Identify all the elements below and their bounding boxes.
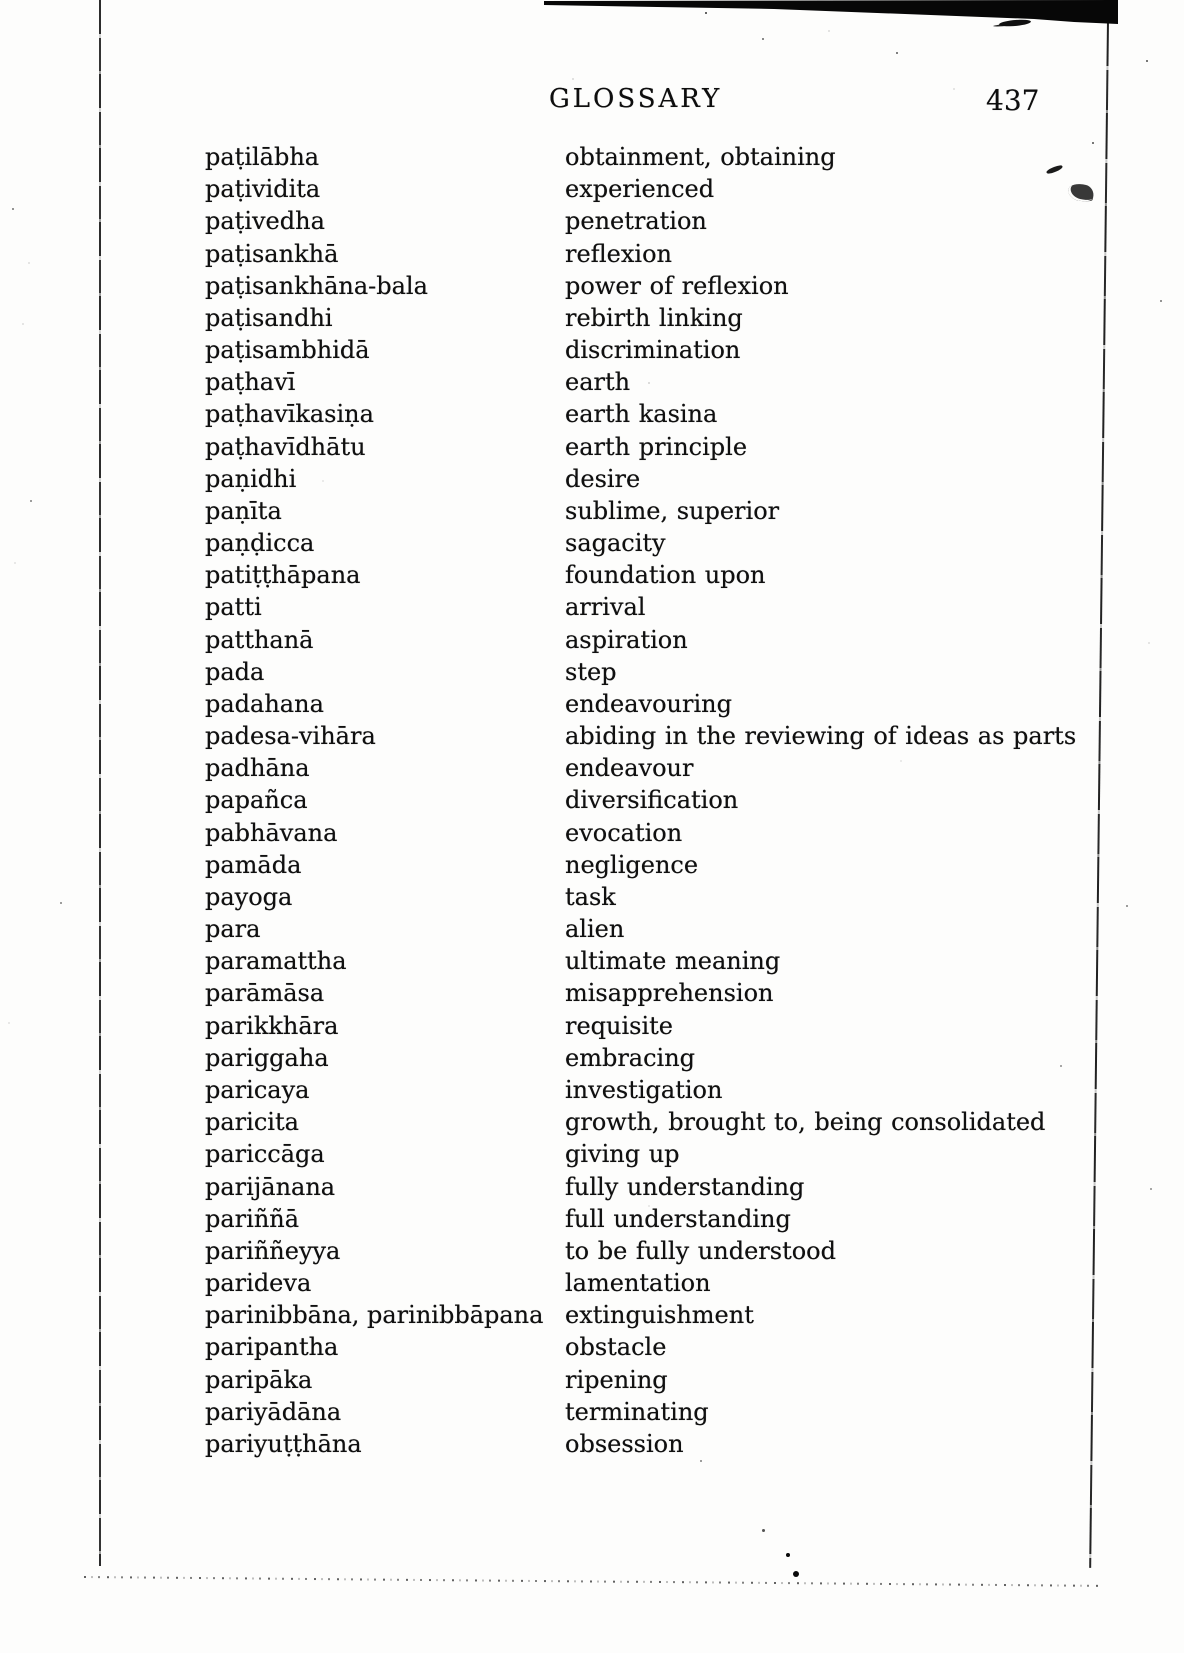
term-text: parideva <box>205 1269 312 1298</box>
definition-text: fully understanding <box>565 1172 805 1201</box>
definition-text: abiding in the reviewing of ideas as parts <box>565 722 1077 751</box>
glossary-row <box>205 656 1145 688</box>
term-text: paṭisandhi <box>205 303 333 332</box>
term-text: pada <box>205 657 265 686</box>
glossary-row <box>205 1235 1145 1267</box>
term-text: paṭivedha <box>205 207 325 236</box>
term-text: pariccāga <box>205 1140 325 1169</box>
definition-text: task <box>565 882 616 911</box>
glossary-row <box>205 302 1145 334</box>
glossary-row <box>205 881 1145 913</box>
glossary-row <box>205 784 1145 816</box>
glossary-row <box>205 431 1145 463</box>
glossary-row <box>205 1203 1145 1235</box>
definition-text: power of reflexion <box>565 271 789 300</box>
glossary-row <box>205 270 1145 302</box>
term-text: padesa-vihāra <box>205 722 376 751</box>
term-text: paṇidhi <box>205 464 297 493</box>
glossary-row <box>205 495 1145 527</box>
scan-noise <box>0 0 2 2</box>
definition-text: sublime, superior <box>565 496 780 525</box>
definition-text: obtainment, obtaining <box>565 143 836 171</box>
scan-speck <box>762 1529 765 1532</box>
glossary-row <box>205 1331 1145 1363</box>
glossary-row <box>205 624 1145 656</box>
definition-text: sagacity <box>565 529 666 558</box>
glossary-row <box>205 1364 1145 1396</box>
scan-speck <box>786 1553 790 1557</box>
glossary-row <box>205 591 1145 623</box>
definition-text: extinguishment <box>565 1301 754 1330</box>
glossary-row <box>205 752 1145 784</box>
definition-text: earth kasina <box>565 400 718 429</box>
term-text: paripāka <box>205 1365 313 1394</box>
glossary-row <box>205 1010 1145 1042</box>
definition-text: obsession <box>565 1429 684 1458</box>
definition-text: evocation <box>565 818 683 847</box>
glossary-row <box>205 688 1145 720</box>
definition-text: step <box>565 657 617 686</box>
definition-text: ripening <box>565 1365 668 1394</box>
glossary-row <box>205 720 1145 752</box>
term-text: paṇḍicca <box>205 529 315 558</box>
term-text: patiṭṭhāpana <box>205 561 361 590</box>
term-text: pariññeyya <box>205 1236 341 1265</box>
definition-text: experienced <box>565 175 715 204</box>
term-text: paricaya <box>205 1075 310 1104</box>
term-text: paṭhavīkasiṇa <box>205 400 374 429</box>
term-text: paricita <box>205 1108 299 1137</box>
glossary-row <box>205 945 1145 977</box>
glossary-row <box>205 1396 1145 1428</box>
definition-text: desire <box>565 464 641 493</box>
definition-text: investigation <box>565 1075 723 1104</box>
definition-text: endeavouring <box>565 689 732 718</box>
definition-text: aspiration <box>565 625 688 654</box>
glossary-row <box>205 1428 1145 1460</box>
glossary-row <box>205 977 1145 1009</box>
glossary-row <box>205 205 1145 237</box>
term-text: pariyādāna <box>205 1397 342 1426</box>
definition-text: lamentation <box>565 1269 711 1298</box>
page-number: 437 <box>986 84 1040 117</box>
glossary-row <box>205 1106 1145 1138</box>
bottom-dotted-line <box>84 1576 1100 1587</box>
definition-text: to be fully understood <box>565 1236 836 1265</box>
definition-text: ultimate meaning <box>565 947 781 976</box>
definition-text: negligence <box>565 850 699 879</box>
term-text: patthanā <box>205 625 314 654</box>
definition-text: requisite <box>565 1011 674 1040</box>
term-text: paramattha <box>205 947 347 976</box>
glossary-row <box>205 913 1145 945</box>
glossary-row <box>205 334 1145 366</box>
definition-text: alien <box>565 915 625 944</box>
glossary-row <box>205 817 1145 849</box>
glossary-row <box>205 1042 1145 1074</box>
definition-text: arrival <box>565 593 646 622</box>
term-text: paṇīta <box>205 496 282 525</box>
term-text: pamāda <box>205 850 302 879</box>
term-text: pariyuṭṭhāna <box>205 1429 362 1458</box>
definition-text: earth principle <box>565 432 748 461</box>
glossary-row <box>205 559 1145 591</box>
page-title: GLOSSARY <box>549 84 723 114</box>
glossary-row <box>205 1267 1145 1299</box>
glossary-row <box>205 1299 1145 1331</box>
term-text: paṭisankhā <box>205 239 339 268</box>
glossary-row <box>205 173 1145 205</box>
definition-text: obstacle <box>565 1333 667 1362</box>
definition-text: rebirth linking <box>565 303 743 332</box>
definition-text: terminating <box>565 1397 709 1426</box>
term-text: paṭisankhāna-bala <box>205 271 428 300</box>
definition-text: earth <box>565 368 631 397</box>
definition-text: reflexion <box>565 239 673 268</box>
glossary-row <box>205 849 1145 881</box>
glossary-row <box>205 238 1145 270</box>
term-text: pariggaha <box>205 1043 329 1072</box>
glossary-row <box>205 1171 1145 1203</box>
term-text: paṭividita <box>205 175 321 204</box>
scan-speck <box>793 1571 799 1577</box>
term-text: paṭhavī <box>205 368 296 397</box>
definition-text: embracing <box>565 1043 696 1072</box>
left-page-edge-line <box>99 0 101 1566</box>
glossary-row <box>205 398 1145 430</box>
glossary-row <box>205 527 1145 559</box>
glossary-list <box>205 141 1145 1460</box>
definition-text: endeavour <box>565 754 694 783</box>
term-text: para <box>205 915 261 944</box>
term-text: padhāna <box>205 754 310 783</box>
glossary-row <box>205 463 1145 495</box>
glossary-row <box>205 1138 1145 1170</box>
definition-text: discrimination <box>565 336 741 365</box>
definition-text: diversification <box>565 786 739 815</box>
term-text: papañca <box>205 786 308 815</box>
term-text: paṭilābha <box>205 143 320 171</box>
term-text: padahana <box>205 689 324 718</box>
term-text: parijānana <box>205 1172 336 1201</box>
term-text: parinibbāna, parinibbāpana <box>205 1301 544 1330</box>
glossary-row <box>205 1074 1145 1106</box>
definition-text: full understanding <box>565 1204 791 1233</box>
glossary-row <box>205 366 1145 398</box>
definition-text: misapprehension <box>565 979 774 1008</box>
term-text: paṭisambhidā <box>205 336 370 365</box>
term-text: pabhāvana <box>205 818 338 847</box>
definition-text: giving up <box>565 1140 680 1169</box>
term-text: paṭhavīdhātu <box>205 432 366 461</box>
term-text: paripantha <box>205 1333 339 1362</box>
definition-text: growth, brought to, being consolidated <box>565 1108 1046 1137</box>
term-text: pariññā <box>205 1204 300 1233</box>
term-text: patti <box>205 593 262 622</box>
term-text: parikkhāra <box>205 1011 339 1040</box>
definition-text: penetration <box>565 207 707 236</box>
definition-text: foundation upon <box>565 561 766 590</box>
term-text: payoga <box>205 882 293 911</box>
glossary-row <box>205 141 1145 173</box>
term-text: parāmāsa <box>205 979 325 1008</box>
